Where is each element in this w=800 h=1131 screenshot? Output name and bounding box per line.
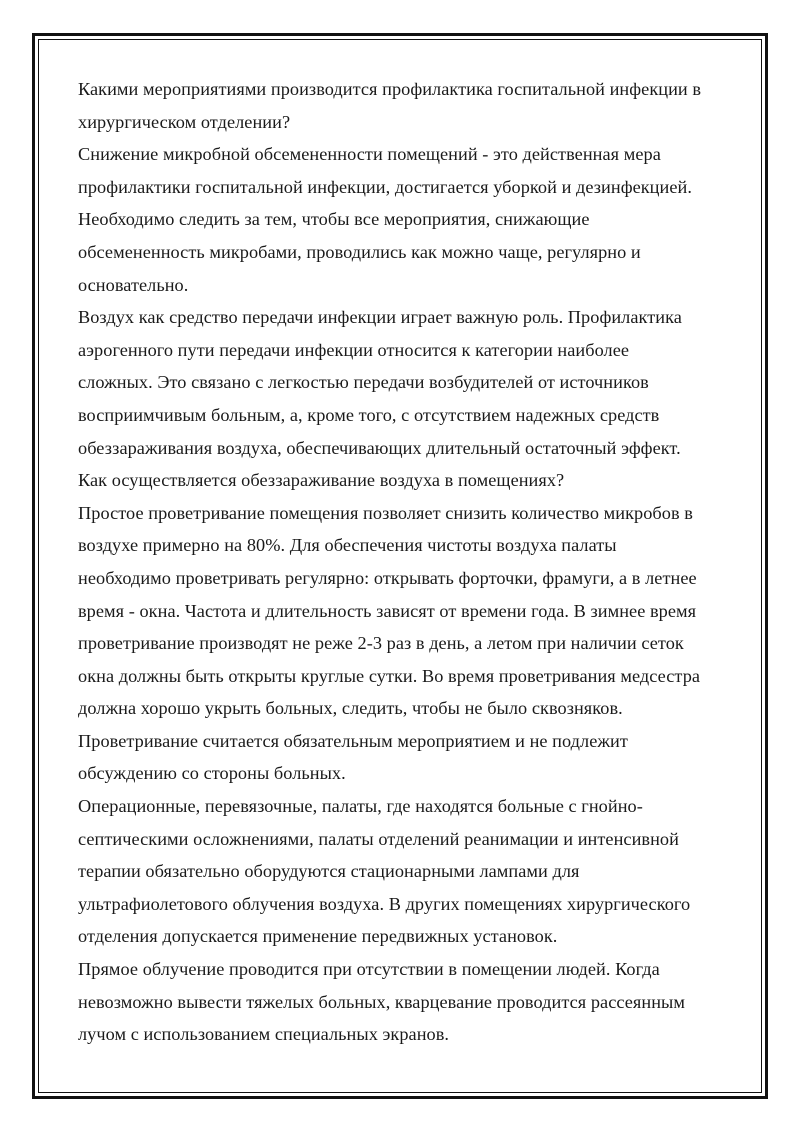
text-line: должна хорошо укрыть больных, следить, чтобы не было сквозняков.	[78, 698, 623, 719]
text-line: обсемененность микробами, проводились как можно чаще, регулярно и	[78, 241, 641, 262]
text-line: окна должны быть открыты круглые сутки. Во время проветривания медсестра	[78, 665, 701, 686]
text-line: отделения допускается применение передвижных установок.	[78, 926, 558, 947]
text-paragraph	[78, 138, 730, 301]
page-border	[32, 33, 768, 1099]
text-line: Как осуществляется обеззараживание воздуха в помещениях?	[78, 470, 565, 491]
question-paragraph	[78, 73, 730, 138]
text-paragraph	[78, 790, 730, 953]
text-line: обеззараживания воздуха, обеспечивающих длительный остаточный эффект.	[78, 437, 681, 458]
text-line: сложных. Это связано с легкостью передачи возбудителей от источников	[78, 372, 649, 393]
text-line: терапии обязательно оборудуются стационарными лампами для	[78, 861, 580, 882]
text-line: необходимо проветривать регулярно: открывать форточки, фрамуги, а в летнее	[78, 567, 697, 588]
text-line: восприимчивым больным, а, кроме того, с отсутствием надежных средств	[78, 404, 660, 425]
text-line: септическими осложнениями, палаты отделений реанимации и интенсивной	[78, 828, 679, 849]
text-paragraph	[78, 301, 730, 464]
text-line: невозможно вывести тяжелых больных, кварцевание проводится рассеянным	[78, 991, 685, 1012]
text-line: ультрафиолетового облучения воздуха. В других помещениях хирургического	[78, 893, 691, 914]
text-line: аэрогенного пути передачи инфекции относится к категории наиболее	[78, 339, 630, 360]
text-line: Воздух как средство передачи инфекции играет важную роль. Профилактика	[78, 307, 682, 328]
text-line: Операционные, перевязочные, палаты, где находятся больные с гнойно-	[78, 796, 643, 817]
text-line: Проветривание считается обязательным мероприятием и не подлежит	[78, 730, 628, 751]
text-line: Простое проветривание помещения позволяет снизить количество микробов в	[78, 502, 693, 523]
text-line: Какими мероприятиями производится профилактика госпитальной инфекции в	[78, 79, 702, 99]
text-line: хирургическом отделении?	[78, 111, 291, 132]
text-line: Снижение микробной обсемененности помещений - это действенная мера	[78, 144, 661, 165]
question-paragraph	[78, 464, 730, 497]
text-line: воздухе примерно на 80%. Для обеспечения чистоты воздуха палаты	[78, 535, 617, 556]
text-line: проветривание производят не реже 2-3 раз в день, а летом при наличии сеток	[78, 633, 684, 654]
text-line: Необходимо следить за тем, чтобы все мероприятия, снижающие	[78, 209, 590, 230]
text-line: лучом с использованием специальных экранов.	[78, 1024, 450, 1045]
text-line: Прямое облучение проводится при отсутствии в помещении людей. Когда	[78, 959, 660, 980]
text-line: обсуждению со стороны больных.	[78, 763, 346, 784]
document-body	[78, 73, 730, 1051]
text-paragraph	[78, 497, 730, 790]
text-paragraph	[78, 953, 730, 1051]
text-line: основательно.	[78, 274, 189, 295]
text-line: время - окна. Частота и длительность зависят от времени года. В зимнее время	[78, 600, 697, 621]
text-line: профилактики госпитальной инфекции, достигается уборкой и дезинфекцией.	[78, 176, 692, 197]
